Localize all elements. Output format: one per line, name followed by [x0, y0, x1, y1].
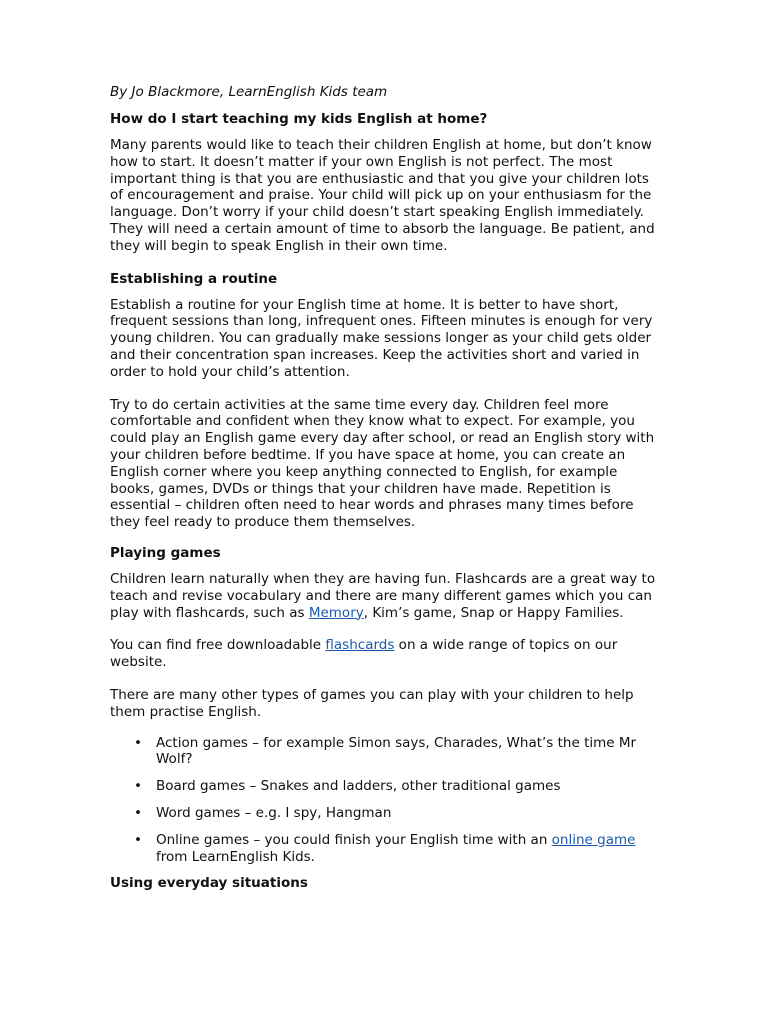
bullet-icon: • [134, 804, 142, 821]
list-item-text-a: Online games – you could finish your English time with an [156, 831, 552, 848]
flashcards-link[interactable]: flashcards [325, 637, 395, 654]
paragraph-games-2 [110, 637, 662, 671]
bullet-icon: • [134, 831, 142, 848]
list-item [134, 734, 662, 769]
list-item-text: Action games – for example Simon says, Charades, What’s the time Mr Wolf? [156, 734, 637, 768]
heading-routine: Establishing a routine [110, 270, 278, 287]
list-item [134, 804, 662, 822]
list-item-text: Board games – Snakes and ladders, other traditional games [156, 778, 561, 795]
list-item [134, 831, 662, 866]
heading-games: Playing games [110, 544, 221, 561]
byline: By Jo Blackmore, LearnEnglish Kids team [110, 84, 388, 100]
paragraph-games-1 [110, 571, 662, 621]
paragraph-routine-1: Establish a routine for your English time at home. It is better to have short, frequent sessions than long, infrequent ones. Fifteen minutes is enough for very young children. You can gradually make sessions longer as your child gets older and their concentration span increases. Keep the activities short and varied in order to hold your child’s attention. [110, 296, 653, 380]
list-item-text-b: from LearnEnglish Kids. [156, 848, 315, 865]
paragraph-routine-2: Try to do certain activities at the same time every day. Children feel more comfortable and confident when they know what to expect. For example, you could play an English game every day after school, or read an English story with your children before bedtime. If you have space at home, you can create an English corner where you keep anything connected to English, for example books, games, DVDs or things that your children have made. Repetition is essential – children often need to hear words and phrases many times before they feel ready to produce them themselves. [110, 396, 655, 531]
paragraph-games-1-text-b: , Kim’s game, Snap or Happy Families. [363, 604, 624, 621]
memory-link[interactable]: Memory [308, 604, 364, 621]
list-item-text: Word games – e.g. I spy, Hangman [156, 804, 392, 821]
bullet-icon: • [134, 778, 142, 795]
paragraph-games-3: There are many other types of games you can play with your children to help them practise English. [110, 686, 634, 720]
list-item [134, 778, 662, 795]
document-page [110, 84, 662, 901]
games-list [110, 735, 662, 866]
paragraph-games-2-text-b: on a wide range of topics on our website. [110, 637, 618, 671]
paragraph-games-1-text-a: Children learn naturally when they are having fun. Flashcards are a great way to teach and revise vocabulary and there are many different games which you can play with flashcards, such as [110, 570, 656, 621]
heading-everyday: Using everyday situations [110, 875, 308, 892]
online-game-link[interactable]: online game [551, 831, 636, 848]
paragraph-intro: Many parents would like to teach their children English at home, but don’t know how to start. It doesn’t matter if your own English is not perfect. The most important thing is that you are enthusiastic and that you give your children lots of encouragement and praise. Your child will pick up on your enthusiasm for the language. Don’t worry if your child doesn’t start speaking English immediately. They will need a certain amount of time to absorb the language. Be patient, and they will begin to speak English in their own time. [110, 137, 655, 254]
bullet-icon: • [134, 734, 142, 751]
paragraph-games-2-text-a: You can find free downloadable [110, 637, 326, 654]
heading-intro: How do I start teaching my kids English at home? [110, 111, 488, 127]
